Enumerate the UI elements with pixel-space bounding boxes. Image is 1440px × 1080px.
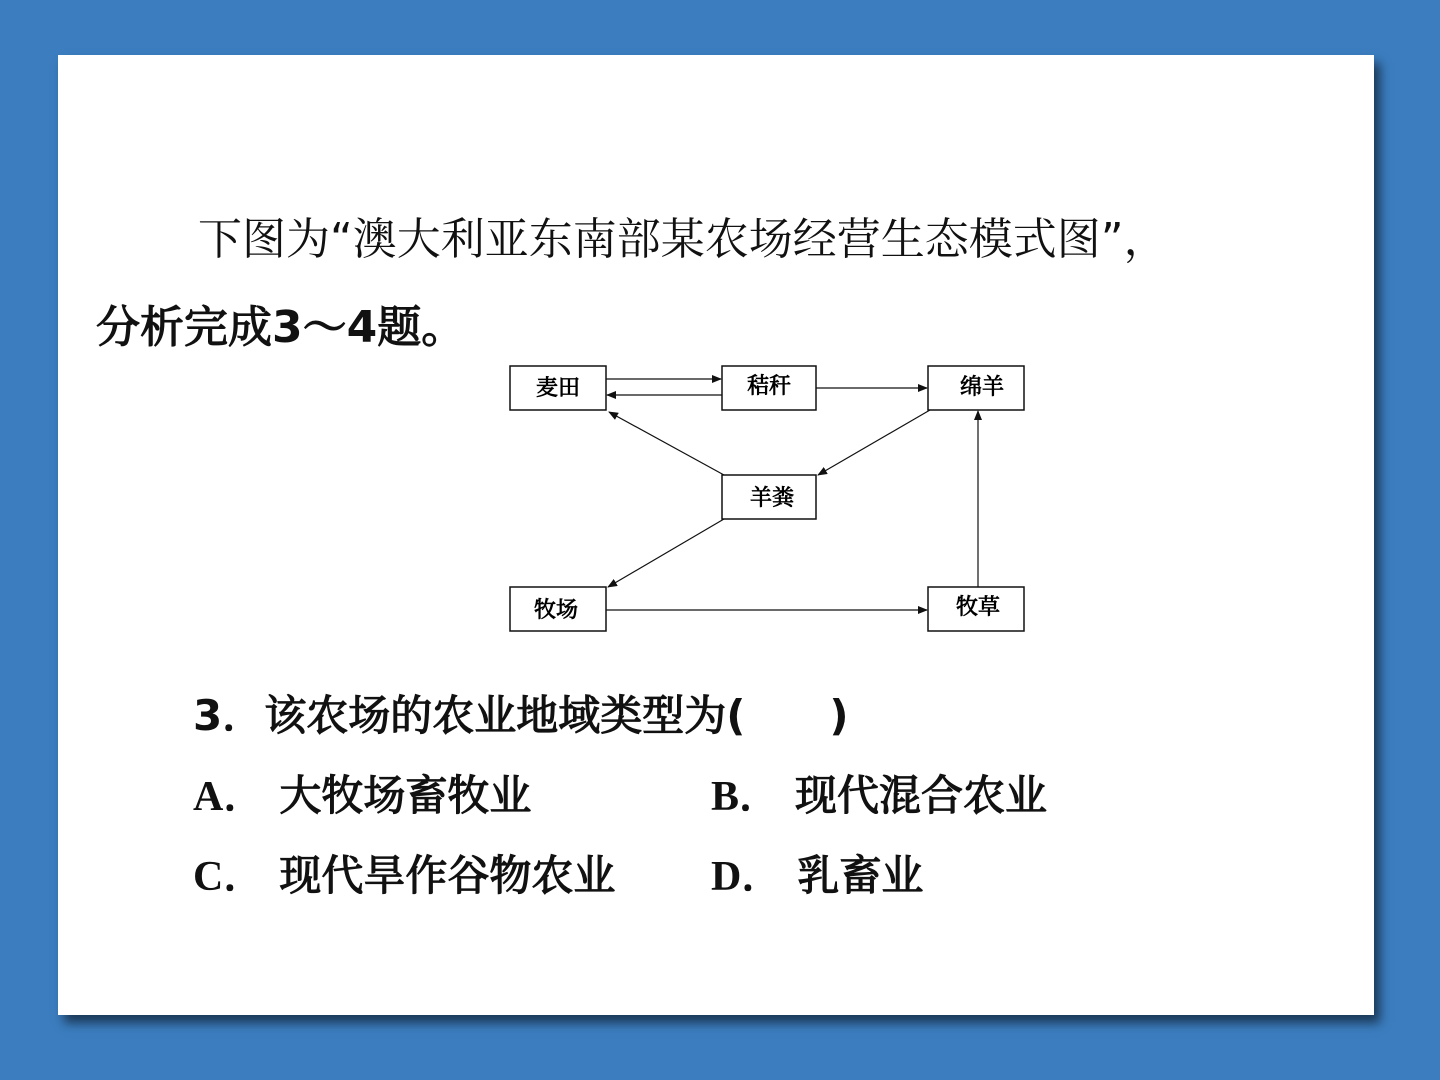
node-label-forage: 牧草 xyxy=(955,594,1001,620)
option-a-text: 大牧场畜牧业 xyxy=(279,771,532,820)
option-c-letter: C． xyxy=(193,854,266,900)
option-d[interactable] xyxy=(711,843,923,903)
option-a-letter: A． xyxy=(193,774,266,820)
option-b[interactable] xyxy=(711,763,1047,823)
option-c[interactable] xyxy=(193,843,615,903)
intro-text-line2: 分析完成3～4题。 xyxy=(96,302,466,353)
intro-text-line1: 下图为“澳大利亚东南部某农场经营生态模式图”， xyxy=(198,214,1168,265)
option-d-text: 乳畜业 xyxy=(797,851,924,900)
slide-page xyxy=(58,55,1374,1015)
option-d-letter: D． xyxy=(711,854,784,900)
node-label-sheep: 绵羊 xyxy=(959,374,1005,400)
arrow-manure-to-wheat xyxy=(609,412,724,475)
option-c-text: 现代旱作谷物农业 xyxy=(279,851,616,900)
arrow-sheep-to-manure xyxy=(818,410,930,475)
option-a[interactable] xyxy=(193,763,531,823)
node-label-pasture: 牧场 xyxy=(533,597,579,623)
node-label-straw: 秸秆 xyxy=(746,373,792,399)
arrow-manure-to-pasture xyxy=(608,519,724,587)
node-label-wheat-field: 麦田 xyxy=(535,375,581,401)
question-3-text: 3．该农场的农业地域类型为( ) xyxy=(193,691,849,740)
option-b-letter: B． xyxy=(711,774,782,820)
node-label-sheep-manure: 羊粪 xyxy=(749,485,795,511)
farm-ecology-diagram xyxy=(492,351,1052,651)
option-b-text: 现代混合农业 xyxy=(795,771,1048,820)
